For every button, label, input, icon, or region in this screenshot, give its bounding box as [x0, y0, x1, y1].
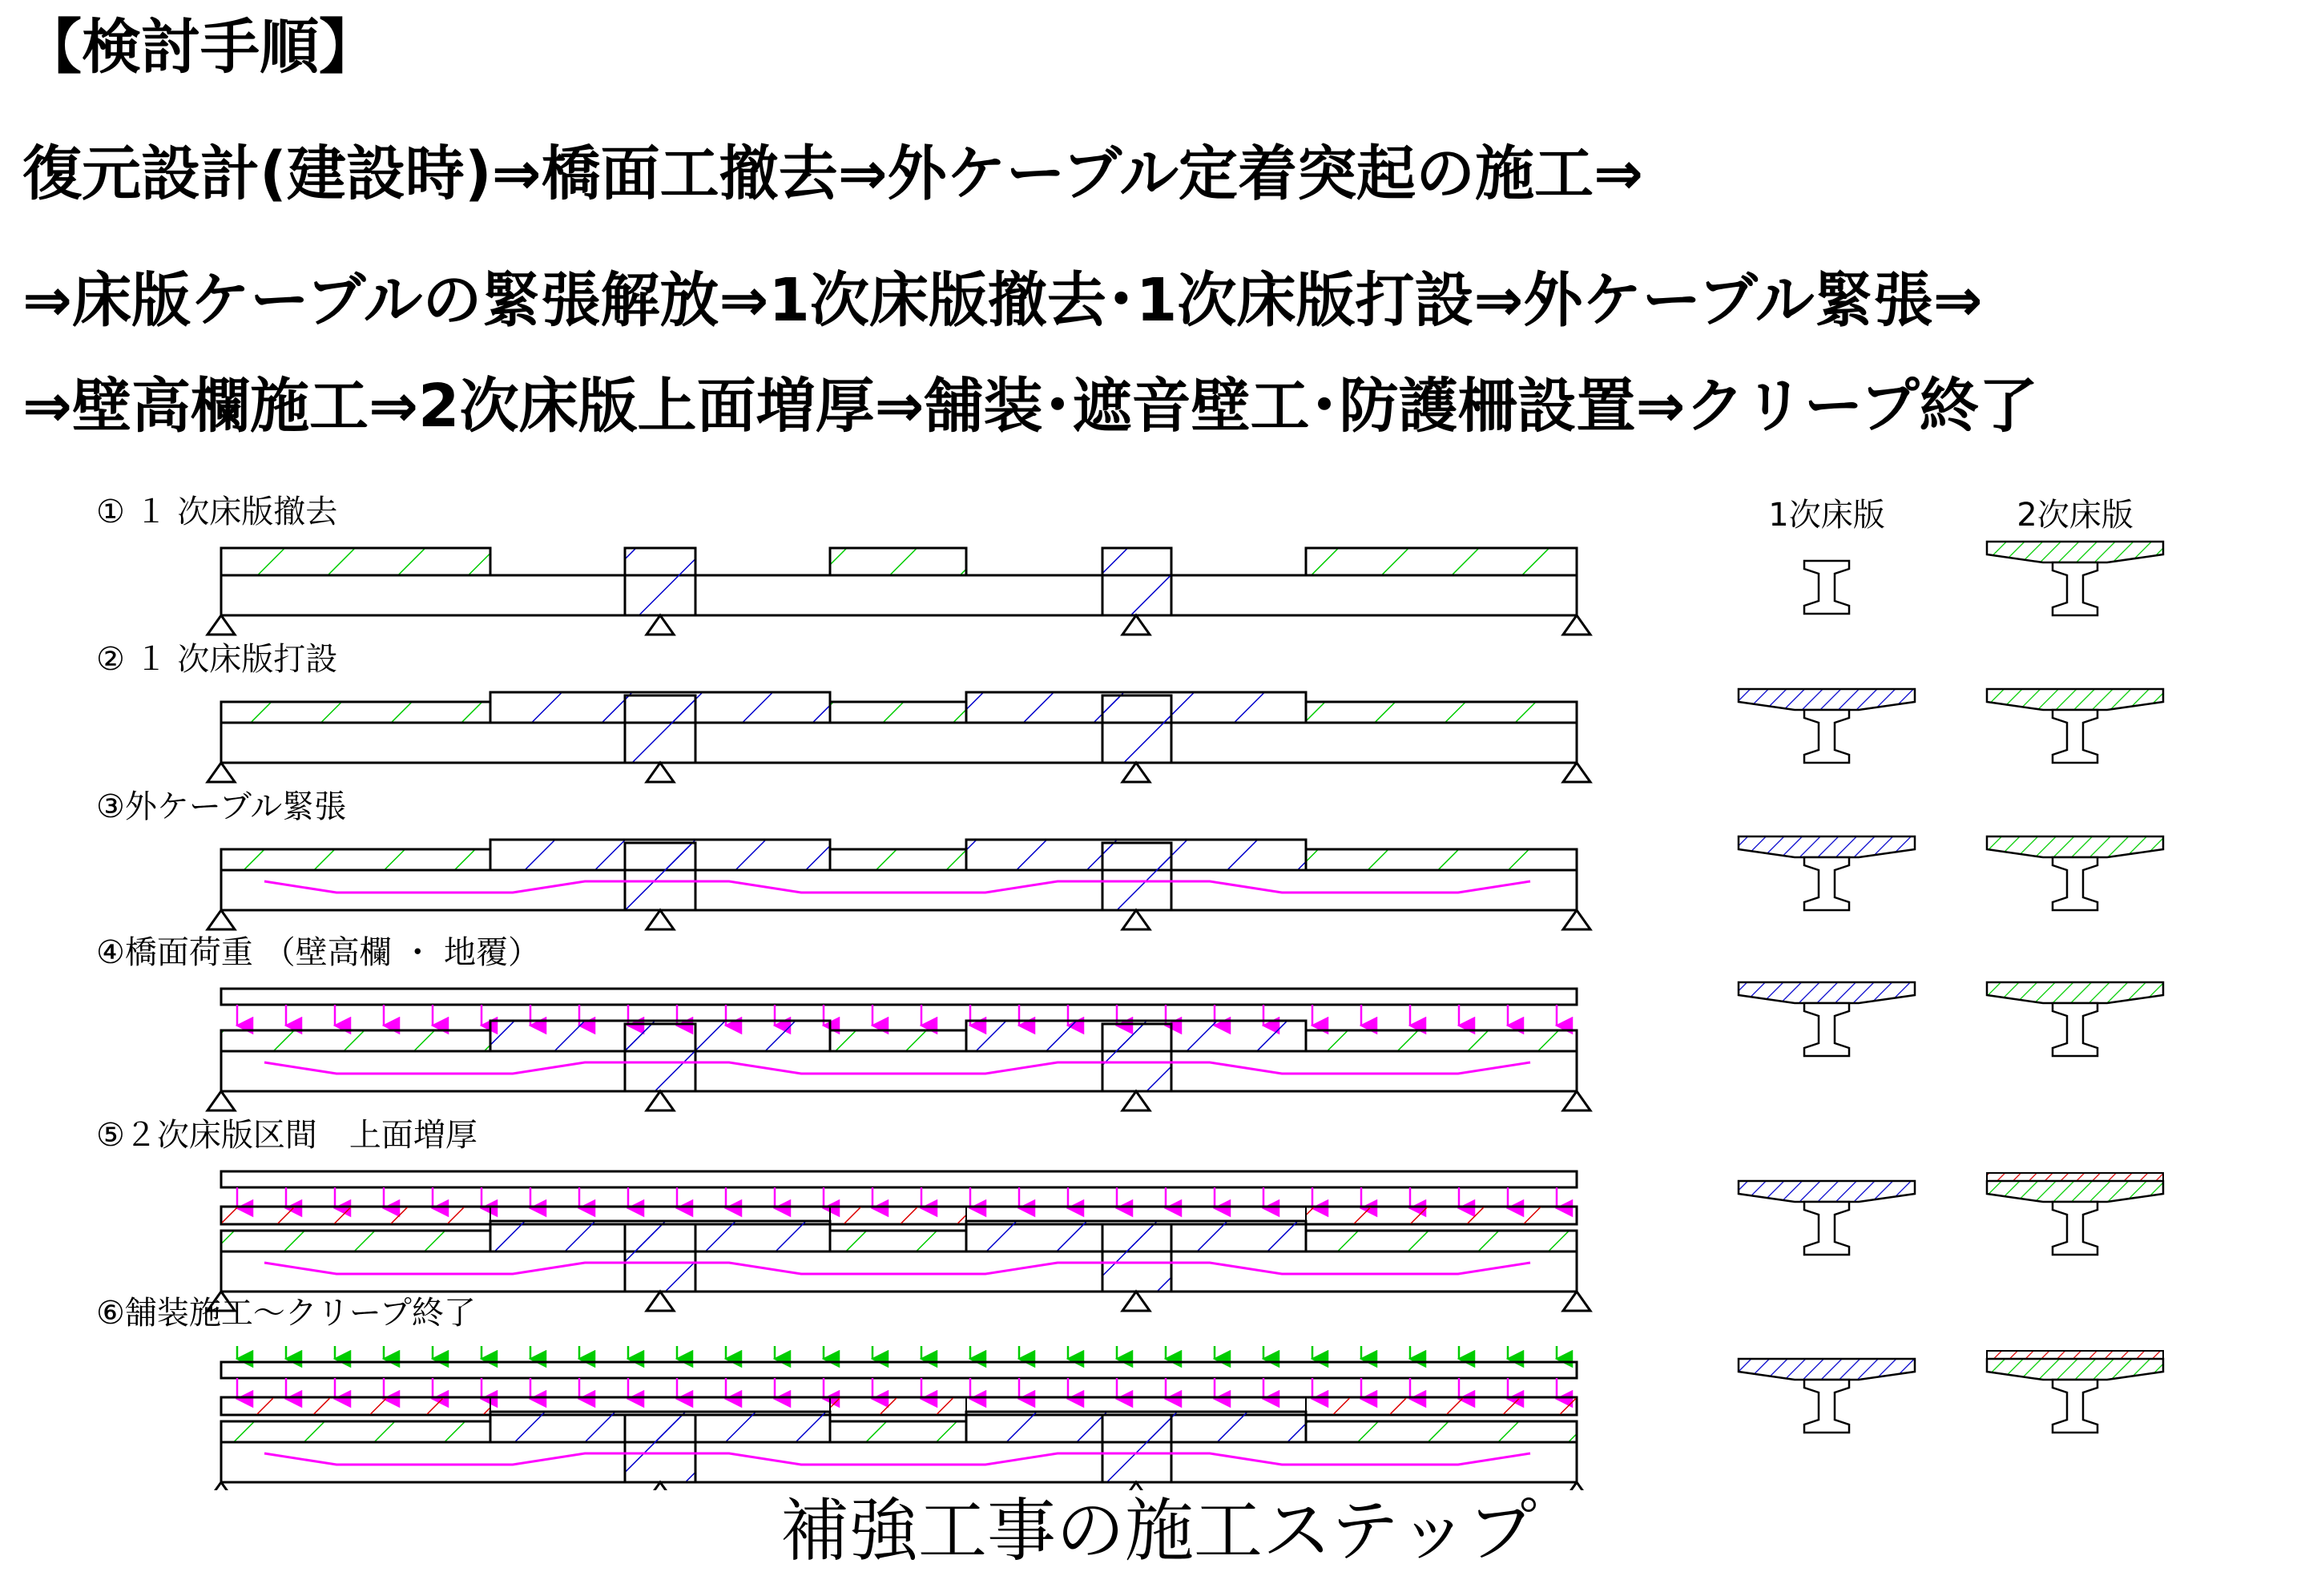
surface-load-strip [221, 1171, 1577, 1187]
secondary-slab-segment [1306, 548, 1577, 575]
support-triangle [1563, 1091, 1590, 1110]
slab-section [1739, 1359, 1915, 1380]
i-girder-section [2053, 1003, 2097, 1056]
secondary-slab-segment [1306, 1030, 1577, 1051]
support-triangle [647, 763, 674, 782]
pier-diaphragm [625, 1224, 695, 1292]
secondary-slab-cross-section [1987, 689, 2163, 763]
overlay-segment [1306, 1397, 1577, 1415]
support-triangle [1122, 1091, 1150, 1110]
procedure-line-2: ⇒床版ケーブルの緊張解放⇒1次床版撤去･1次床版打設⇒外ケーブル緊張⇒ [22, 266, 1983, 335]
surface-load-strip [221, 1362, 1577, 1378]
support-triangle [647, 910, 674, 929]
support-triangle [208, 910, 235, 929]
support-triangle [1563, 763, 1590, 782]
step-5 [96, 1117, 2163, 1311]
support-triangle [208, 763, 235, 782]
secondary-slab-segment [1306, 1231, 1577, 1251]
pier-diaphragm [1102, 1024, 1171, 1091]
i-girder-section [2053, 562, 2097, 615]
secondary-slab-segment [221, 849, 490, 870]
overlay-segment [221, 1397, 490, 1415]
i-girder-section [1804, 857, 1849, 910]
support-triangle [1122, 763, 1150, 782]
step-label: ⑥舗装施工～クリープ終了 [96, 1295, 476, 1332]
pier-diaphragm [1102, 695, 1171, 763]
external-cable-line [264, 1263, 1530, 1274]
support-triangle [208, 1091, 235, 1110]
secondary-slab-segment [830, 1231, 966, 1251]
overlay-segment [830, 1397, 966, 1415]
secondary-slab-segment [830, 1030, 966, 1051]
secondary-slab-cross-section [1987, 836, 2163, 910]
support-triangle [1563, 910, 1590, 929]
i-girder-section [2053, 710, 2097, 763]
secondary-slab-segment [830, 849, 966, 870]
pier-diaphragm [1102, 843, 1171, 910]
primary-slab-cross-section [1804, 561, 1849, 614]
secondary-slab-cross-section [1987, 982, 2163, 1056]
procedure-heading: 【検討手順】 [22, 13, 378, 82]
slab-section [1987, 689, 2163, 710]
i-girder-section [1804, 1202, 1849, 1255]
overlay-segment [221, 1207, 490, 1224]
external-cable-line [264, 1453, 1530, 1465]
i-girder-section [1804, 1003, 1849, 1056]
secondary-slab-segment [1306, 849, 1577, 870]
overlay-layer [1987, 1351, 2163, 1359]
secondary-slab-segment [221, 1421, 490, 1442]
external-cable-line [264, 881, 1530, 893]
support-triangle [1122, 615, 1150, 635]
pier-diaphragm [625, 843, 695, 910]
secondary-slab-segment [1306, 1421, 1577, 1442]
main-girder [221, 1051, 1577, 1091]
main-girder [221, 1251, 1577, 1292]
i-girder-section [2053, 1380, 2097, 1433]
figure-caption: 補強工事の施工ステップ [780, 1491, 1537, 1571]
main-girder [221, 575, 1577, 615]
pier-diaphragm [1102, 1415, 1171, 1482]
slab-section [1739, 982, 1915, 1003]
support-triangle [208, 615, 235, 635]
pier-diaphragm [625, 695, 695, 763]
primary-slab-cross-section [1739, 1359, 1915, 1433]
secondary-slab-cross-section [1987, 1173, 2163, 1255]
main-girder [221, 723, 1577, 763]
secondary-slab-segment [221, 1231, 490, 1251]
overlay-layer [1987, 1173, 2163, 1181]
support-triangle [1563, 615, 1590, 635]
slab-section [1739, 689, 1915, 710]
slab-section [1987, 836, 2163, 857]
pier-diaphragm [625, 1024, 695, 1091]
step-4 [96, 934, 2163, 1110]
secondary-slab-segment [221, 702, 490, 723]
i-girder-section [1804, 1380, 1849, 1433]
step-3 [96, 788, 2163, 929]
main-girder [221, 1442, 1577, 1482]
secondary-slab-segment [830, 702, 966, 723]
slab-section [1739, 1181, 1915, 1202]
primary-slab-cross-section [1739, 689, 1915, 763]
step-label: ③外ケーブル緊張 [96, 788, 347, 825]
secondary-slab-segment [221, 1030, 490, 1051]
pier-diaphragm [625, 1415, 695, 1482]
slab-section [1987, 1181, 2163, 1202]
primary-slab-cross-section [1739, 836, 1915, 910]
secondary-slab-segment [221, 548, 490, 575]
pier-diaphragm [1102, 1224, 1171, 1292]
i-girder-section [2053, 857, 2097, 910]
secondary-slab-column-header: 2次床版 [2017, 497, 2134, 534]
support-triangle [1122, 1292, 1150, 1311]
secondary-slab-segment [830, 548, 966, 575]
i-girder-section [2053, 1202, 2097, 1255]
step-label: ④橋面荷重 （壁高欄 ・ 地覆） [96, 934, 541, 971]
i-girder-section [1804, 561, 1849, 614]
step-label: ⑤２次床版区間 上面増厚 [96, 1117, 478, 1154]
procedure-line-3: ⇒壁高欄施工⇒2次床版上面増厚⇒舗装･遮音壁工･防護柵設置⇒クリープ終了 [22, 372, 2038, 441]
main-girder [221, 870, 1577, 910]
step-label: ① １ 次床版撤去 [96, 494, 338, 530]
i-girder-section [1804, 710, 1849, 763]
step-label: ② １ 次床版打設 [96, 641, 338, 678]
external-cable-line [264, 1062, 1530, 1074]
overlay-segment [1306, 1207, 1577, 1224]
support-triangle [1122, 910, 1150, 929]
construction-steps-diagram [0, 481, 2317, 1490]
support-triangle [647, 1292, 674, 1311]
support-triangle [647, 615, 674, 635]
primary-slab-column-header: 1次床版 [1768, 497, 1885, 534]
step-2 [96, 641, 2163, 782]
surface-load-strip [221, 989, 1577, 1005]
slab-section [1987, 542, 2163, 562]
step-6 [96, 1295, 2163, 1490]
secondary-slab-segment [830, 1421, 966, 1442]
slab-section [1987, 982, 2163, 1003]
primary-slab-cross-section [1739, 1181, 1915, 1255]
secondary-slab-cross-section [1987, 1351, 2163, 1433]
primary-slab-cross-section [1739, 982, 1915, 1056]
slab-section [1739, 836, 1915, 857]
support-triangle [1563, 1292, 1590, 1311]
pier-diaphragm [625, 548, 695, 615]
slab-section [1987, 1359, 2163, 1380]
overlay-segment [830, 1207, 966, 1224]
procedure-line-1: 復元設計(建設時)⇒橋面工撤去⇒外ケーブル定着突起の施工⇒ [22, 139, 1643, 208]
pier-diaphragm [1102, 548, 1171, 615]
secondary-slab-cross-section [1987, 542, 2163, 615]
secondary-slab-segment [1306, 702, 1577, 723]
support-triangle [647, 1091, 674, 1110]
